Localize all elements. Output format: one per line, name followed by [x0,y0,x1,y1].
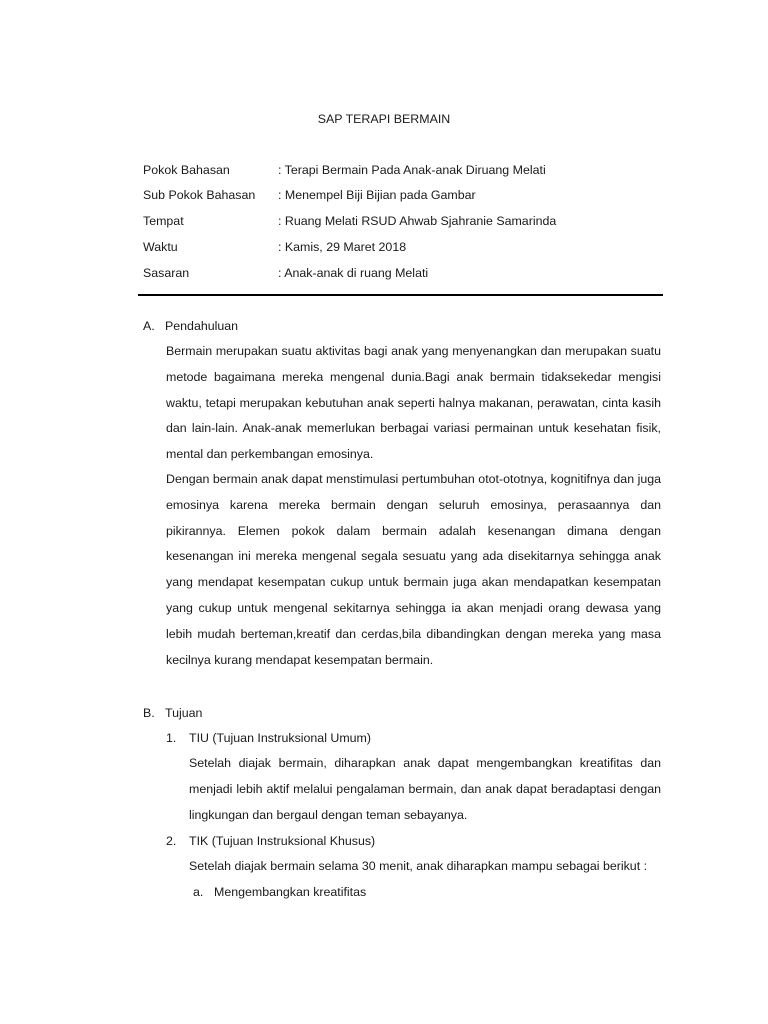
section-label: A. [143,319,155,333]
meta-value: : Anak-anak di ruang Melati [278,266,429,280]
meta-value: : Kamis, 29 Maret 2018 [278,240,407,254]
item-title: TIK (Tujuan Instruksional Khusus) [189,834,376,848]
item-title: TIU (Tujuan Instruksional Umum) [189,731,372,745]
meta-value: : Ruang Melati RSUD Ahwab Sjahranie Samarinda [278,214,557,228]
tik-intro: Setelah diajak bermain selama 30 menit, anak diharapkan mampu sebagai berikut : [189,859,648,873]
meta-value: : Menempel Biji Bijian pada Gambar [278,188,476,202]
subitem-text: Mengembangkan kreatifitas [214,885,367,899]
tiu-paragraph: Setelah diajak bermain, diharapkan anak dapat mengembangkan kreatifitas dan menjadi lebih aktif melalui pengalaman bermain, dan anak dapat beradaptasi dengan lingkungan dan bergaul dengan teman sebayanya. [189,756,661,822]
section-label: B. [143,706,155,720]
document-title: SAP TERAPI BERMAIN [317,112,451,126]
meta-key: Tempat [143,214,184,228]
meta-key: Pokok Bahasan [143,163,230,177]
item-label: 1. [166,731,177,745]
section-title: Pendahuluan [165,319,239,333]
meta-key: Sub Pokok Bahasan [143,188,256,202]
subitem-label: a. [193,885,204,899]
section-a-paragraph-2: Dengan bermain anak dapat menstimulasi pertumbuhan otot-ototnya, kognitifnya dan juga emosinya karena mereka bermain dengan seluruh emosinya, perasaannya dan pikirannya. Elemen pokok dalam bermain adalah kesenangan dimana dengan kesenangan ini mereka mengenal segala sesuatu yang ada disekitarnya sehingga anak yang mendapat kesempatan cukup untuk bermain juga akan mendapatkan kesempatan yang cukup untuk mengenal sekitarnya sehingga ia akan menjadi orang dewasa yang lebih mudah berteman,kreatif dan cerdas,bila dibandingkan dengan mereka yang masa kecilnya kurang mendapat kesempatan bermain. [166,472,661,667]
header-divider [138,294,663,296]
meta-value: : Terapi Bermain Pada Anak-anak Diruang Melati [278,163,546,177]
item-label: 2. [166,834,177,848]
meta-key: Sasaran [143,266,190,280]
section-title: Tujuan [165,706,203,720]
section-a-paragraph-1: Bermain merupakan suatu aktivitas bagi anak yang menyenangkan dan merupakan suatu metode bagaimana mereka mengenal dunia.Bagi anak bermain tidaksekedar mengisi waktu, tetapi merupakan kebutuhan anak seperti halnya makanan, perawatan, cinta kasih dan lain-lain. Anak-anak memerlukan berbagai variasi permainan untuk kesehatan fisik, mental dan perkembangan emosinya. [166,344,661,462]
meta-key: Waktu [143,240,178,254]
